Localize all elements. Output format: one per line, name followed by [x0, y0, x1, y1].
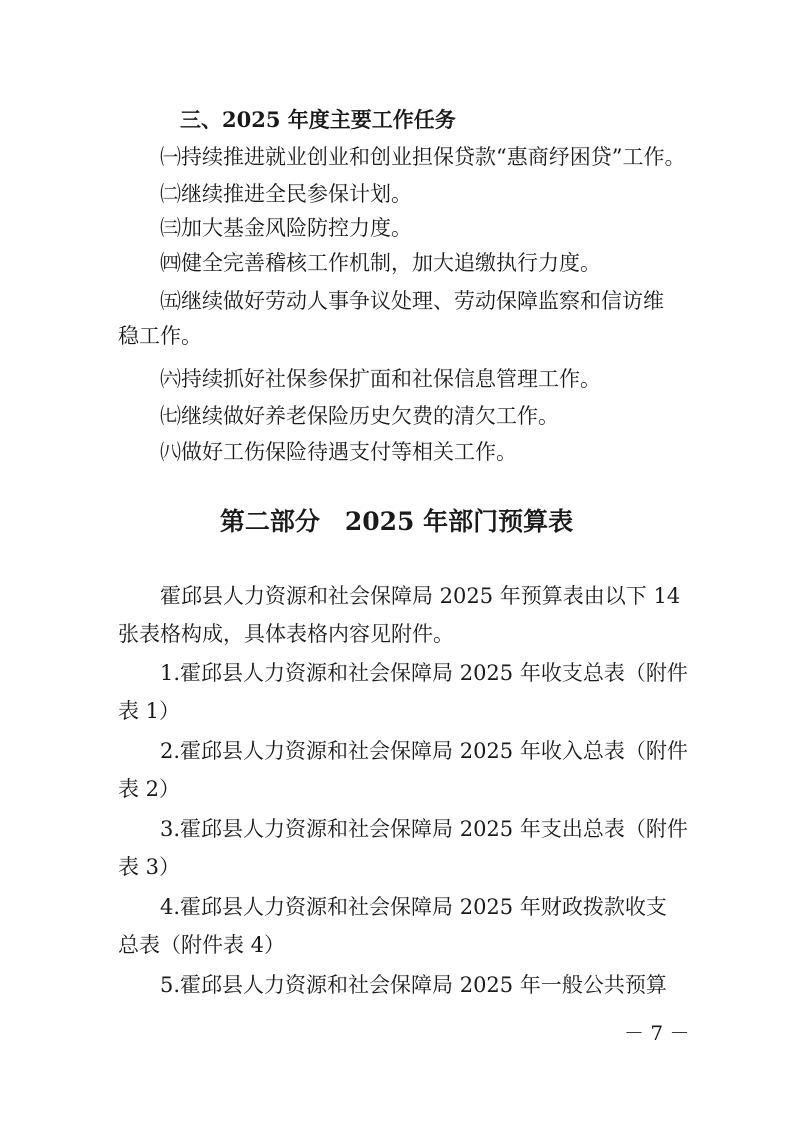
task-item-continuation: 稳工作。 — [118, 324, 202, 348]
intro-line: 霍邱县人力资源和社会保障局 2025 年预算表由以下 14 — [160, 584, 681, 608]
task-item: ㈦继续做好养老保险历史欠费的清欠工作。 — [160, 404, 559, 428]
task-item: ㈥持续抓好社保参保扩面和社保信息管理工作。 — [160, 367, 601, 391]
table-list-item: 2.霍邱县人力资源和社会保障局 2025 年收入总表（附件 — [160, 739, 688, 763]
task-item: ㈧做好工伤保险待遇支付等相关工作。 — [160, 440, 517, 464]
table-list-item: 5.霍邱县人力资源和社会保障局 2025 年一般公共预算 — [160, 973, 667, 997]
task-item: ㈢加大基金风险防控力度。 — [160, 216, 412, 240]
table-list-item-continuation: 表 2） — [118, 777, 181, 801]
task-item: ㈣健全完善稽核工作机制，加大追缴执行力度。 — [160, 251, 601, 275]
intro-line: 张表格构成，具体表格内容见附件。 — [118, 622, 454, 646]
table-list-item-continuation: 表 3） — [118, 855, 181, 879]
table-list-item-continuation: 总表（附件表 4） — [118, 933, 286, 957]
page-number: － 7 － — [624, 1021, 690, 1045]
part-title: 第二部分 2025 年部门预算表 — [219, 507, 574, 536]
table-list-item: 4.霍邱县人力资源和社会保障局 2025 年财政拨款收支 — [160, 895, 667, 919]
table-list-item-continuation: 表 1） — [118, 699, 181, 723]
table-list-item: 3.霍邱县人力资源和社会保障局 2025 年支出总表（附件 — [160, 817, 688, 841]
table-list-item: 1.霍邱县人力资源和社会保障局 2025 年收支总表（附件 — [160, 661, 688, 685]
task-item: ㈠持续推进就业创业和创业担保贷款“惠商纾困贷”工作。 — [160, 145, 686, 169]
section-heading: 三、2025 年度主要工作任务 — [180, 107, 456, 132]
task-item: ㈤继续做好劳动人事争议处理、劳动保障监察和信访维 — [160, 289, 664, 313]
task-item: ㈡继续推进全民参保计划。 — [160, 182, 412, 206]
